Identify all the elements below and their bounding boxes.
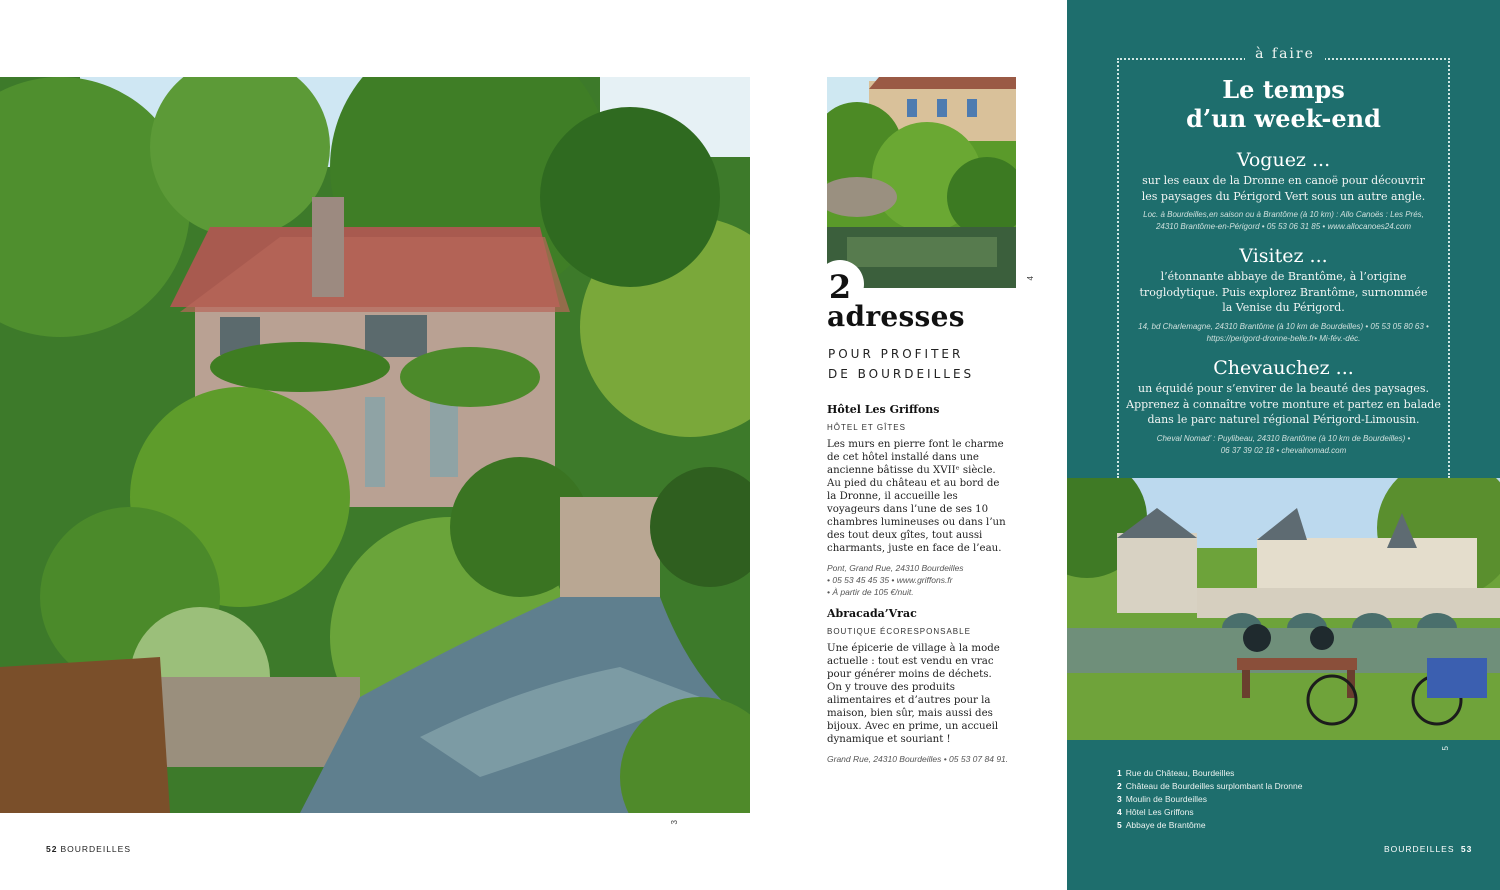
legend-item [1117, 806, 1417, 819]
panel-title [1117, 75, 1450, 133]
legend-text: Abbaye de Brantôme [1125, 820, 1206, 830]
entry-name: Hôtel Les Griffons [827, 403, 940, 416]
running-head-left: BOURDEILLES [60, 844, 131, 854]
entry-address: Grand Rue, 24310 Bourdeilles • 05 53 07 84 91. [827, 754, 1009, 764]
entry-description: Les murs en pierre font le charme de cet hôtel installé dans une ancienne bâtisse du XVIIᵉ siècle. Au pied du château et au bord de la Dronne, il accueille les voyageurs dans l’une de ses 10 chambres lumineuses ou dans l’un des tout deux gîtes, tout aussi charmants, juste en face de l’eau. [827, 439, 1006, 554]
page-number-right: 53 [1460, 844, 1473, 854]
legend-number: 4 [1117, 807, 1122, 817]
legend-text: Moulin de Bourdeilles [1125, 794, 1208, 804]
caption-5: 5 [1441, 746, 1450, 751]
page-number-left: 52 [46, 844, 58, 854]
entry-address: Pont, Grand Rue, 24310 Bourdeilles [827, 563, 964, 573]
caption-4: 4 [1026, 276, 1035, 281]
activity-verb: Visitez ... [1239, 245, 1328, 267]
legend-item [1117, 780, 1417, 793]
abbey-brantome-photo [1067, 478, 1500, 740]
activity-info: Loc. à Bourdeilles,en saison ou à Brantôme (à 10 km) : Allo Canoës : Les Prés, 24310 Brantôme-en-Périgord • 05 53 06 31 85 • www.allocanoes24.com [1143, 210, 1424, 231]
activity-chevauchez [1117, 357, 1450, 457]
photo-legend [1117, 767, 1417, 832]
panel-kicker: à faire [1245, 46, 1325, 62]
activity-text: un équidé pour s’envirer de la beauté des paysages. Apprenez à connaître votre monture et partez en balade dans le parc naturel régional Périgord-Limousin. [1126, 382, 1441, 426]
legend-number: 1 [1117, 768, 1122, 778]
activity-text: l’étonnante abbaye de Brantôme, à l’origine troglodytique. Puis explorez Brantôme, surnommée la Venise du Périgord. [1139, 270, 1428, 314]
subtitle-line-2: DE BOURDEILLES [828, 367, 975, 381]
legend-item [1117, 819, 1417, 832]
activity-voguez [1117, 149, 1450, 233]
entry-price: • À partir de 105 €/nuit. [827, 587, 914, 598]
entry-info [827, 562, 1009, 599]
entry-type: BOUTIQUE ÉCORESPONSABLE [827, 627, 971, 636]
section-title: adresses [827, 300, 965, 333]
legend-number: 3 [1117, 794, 1122, 804]
entry-abracada-vrac [827, 607, 1009, 765]
activity-text: sur les eaux de la Dronne en canoë pour découvrir les paysages du Périgord Vert sous un autre angle. [1141, 174, 1426, 203]
legend-text: Hôtel Les Griffons [1125, 807, 1194, 817]
legend-text: Château de Bourdeilles surplombant la Dronne [1125, 781, 1303, 791]
brantome-river-photo [827, 77, 1016, 288]
folio-right [1384, 844, 1475, 854]
legend-item [1117, 793, 1417, 806]
legend-item [1117, 767, 1417, 780]
entry-type: HÔTEL ET GÎTES [827, 423, 906, 432]
section-number: 2 [816, 260, 864, 308]
mill-photo [0, 77, 750, 813]
activity-info: Cheval Nomad’ : Puylibeau, 24310 Brantôme (à 10 km de Bourdeilles) • 06 37 39 02 18 • chevalnomad.com [1156, 433, 1411, 455]
entry-description: Une épicerie de village à la mode actuelle : tout est vendu en vrac pour générer moins de déchets. On y trouve des produits alimentaires et d’autres pour la maison, bien sûr, mais aussi des bijoux. Avec en prime, un accueil dynamique et souriant ! [827, 643, 1000, 745]
legend-number: 5 [1117, 820, 1122, 830]
entry-info [827, 753, 1009, 765]
caption-3: 3 [670, 820, 679, 825]
entry-hotel-les-griffons [827, 403, 1009, 599]
panel-title-line-1: Le temps [1222, 75, 1345, 104]
folio-left [46, 844, 131, 854]
activity-info: 14, bd Charlemagne, 24310 Brantôme (à 10 km de Bourdeilles) • 05 53 05 80 63 • https://perigord-dronne-belle.fr• Mi-fév.-déc. [1138, 321, 1429, 343]
panel-title-line-2: d’un week-end [1186, 104, 1381, 133]
entry-contact: • 05 53 45 45 35 • www.griffons.fr [827, 575, 953, 586]
subtitle-line-1: POUR PROFITER [828, 347, 964, 361]
legend-number: 2 [1117, 781, 1122, 791]
activity-verb: Voguez ... [1236, 149, 1331, 171]
legend-text: Rue du Château, Bourdeilles [1125, 768, 1235, 778]
entry-name: Abracada’Vrac [827, 607, 917, 620]
section-subtitle [828, 344, 1028, 384]
running-head-right: BOURDEILLES [1384, 844, 1455, 854]
activity-visitez [1117, 245, 1450, 345]
activity-verb: Chevauchez ... [1213, 357, 1354, 379]
